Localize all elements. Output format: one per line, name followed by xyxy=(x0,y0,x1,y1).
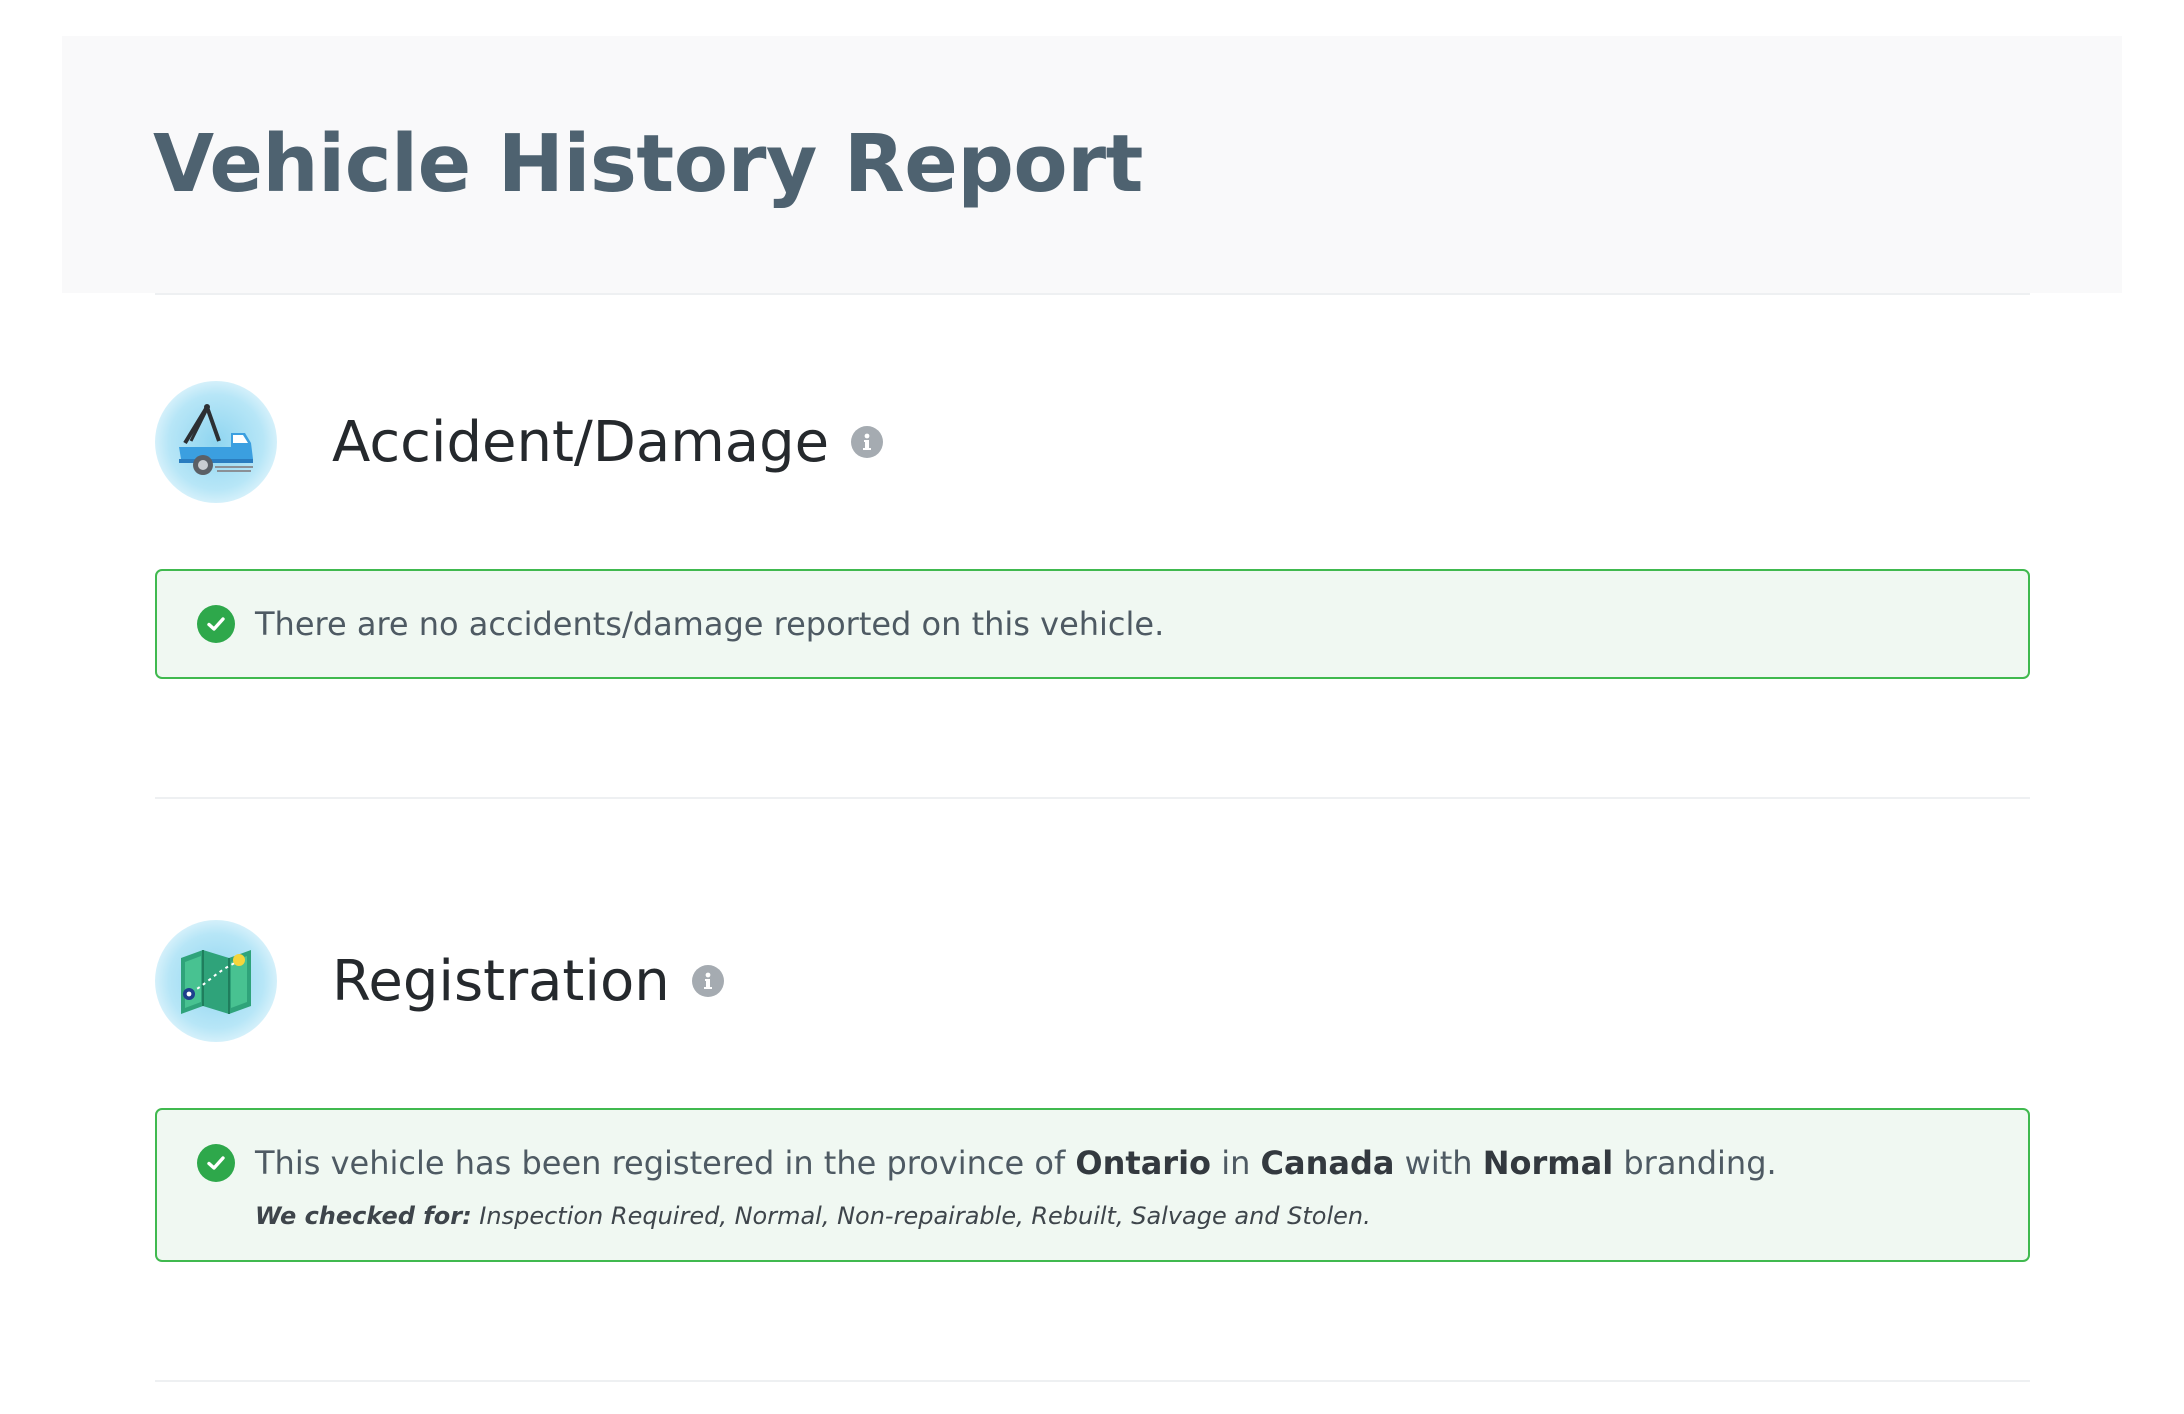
divider xyxy=(155,1380,2030,1382)
info-icon[interactable] xyxy=(851,426,883,458)
branding-value: Normal xyxy=(1482,1144,1614,1182)
registration-section xyxy=(155,799,2030,1380)
accident-damage-section xyxy=(155,295,2030,797)
section-header xyxy=(155,381,2030,503)
report-page xyxy=(62,36,2122,1382)
section-title-registration: Registration xyxy=(332,948,670,1014)
checked-for-note xyxy=(255,1202,1988,1230)
alert-line xyxy=(197,605,1988,643)
checked-for-list: Inspection Required, Normal, Non-repairable, Rebuilt, Salvage and Stolen. xyxy=(471,1202,1371,1230)
info-icon[interactable] xyxy=(692,965,724,997)
accident-status-alert xyxy=(155,569,2030,679)
map-icon xyxy=(155,920,277,1042)
page-title: Vehicle History Report xyxy=(153,118,1143,210)
text-fragment: with xyxy=(1394,1144,1483,1182)
accident-status-text: There are no accidents/damage reported on this vehicle. xyxy=(255,605,1165,643)
text-fragment: This vehicle has been registered in the province of xyxy=(255,1144,1076,1182)
registration-status-alert xyxy=(155,1108,2030,1262)
section-header xyxy=(155,920,2030,1042)
province-value: Ontario xyxy=(1075,1144,1212,1182)
text-fragment: in xyxy=(1211,1144,1261,1182)
tow-truck-icon xyxy=(155,381,277,503)
registration-status-text xyxy=(255,1144,1777,1182)
check-circle-icon xyxy=(197,605,235,643)
report-content xyxy=(155,293,2030,1382)
check-circle-icon xyxy=(197,1144,235,1182)
checked-for-label: We checked for: xyxy=(255,1202,472,1230)
alert-line xyxy=(197,1144,1988,1182)
section-title-accident-damage: Accident/Damage xyxy=(332,409,830,475)
text-fragment: branding. xyxy=(1613,1144,1777,1182)
country-value: Canada xyxy=(1260,1144,1395,1182)
report-header xyxy=(62,36,2122,293)
